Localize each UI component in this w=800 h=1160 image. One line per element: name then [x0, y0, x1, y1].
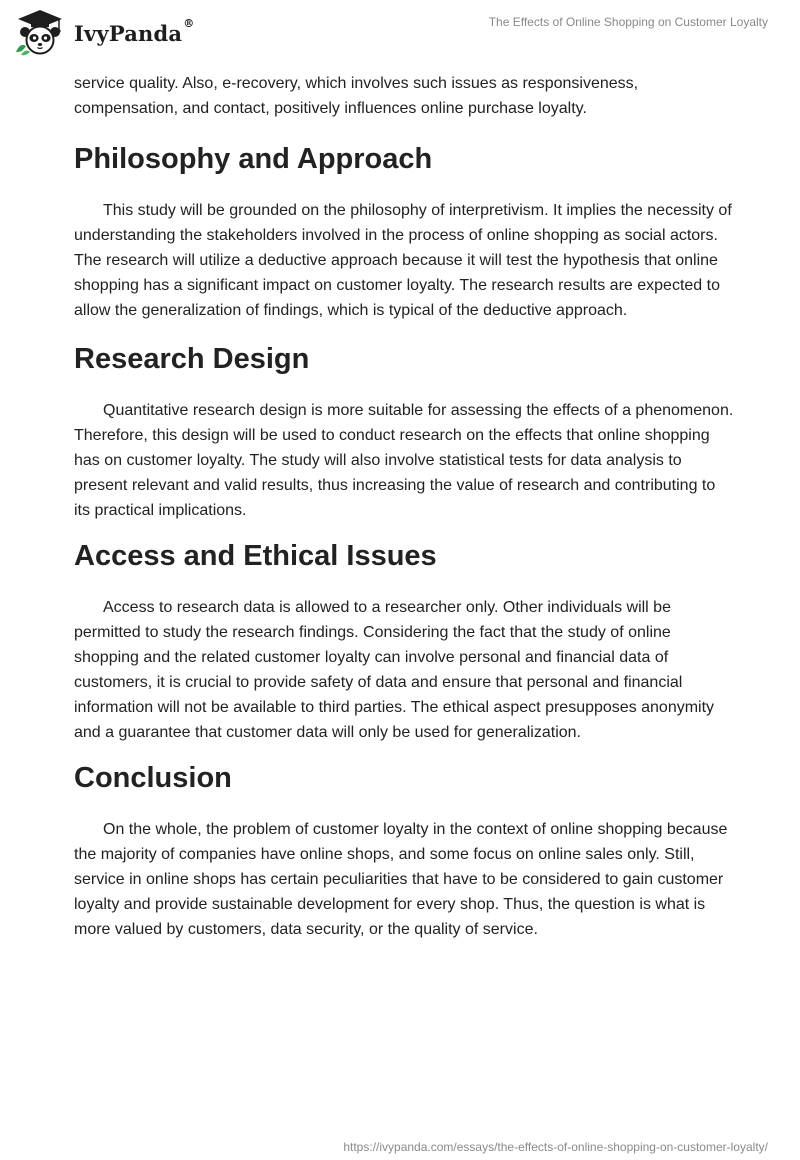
heading-research-design: Research Design [74, 343, 310, 375]
panda-graduate-logo-icon [14, 8, 66, 56]
paragraph-access-ethical-issues: Access to research data is allowed to a researcher only. Other individuals will be permitted to study the research findings. Considering the fact that the study of online shopping and the related customer loyalty can involve personal and financial data of customers, it is crucial to provide safety of data and ensure that personal and financial information will not be available to third parties. The ethical aspect presupposes anonymity and a guarantee that customer data will only be used for generalization. [74, 599, 715, 741]
page-header [0, 0, 800, 64]
heading-access-ethical-issues: Access and Ethical Issues [74, 540, 437, 572]
ivypanda-logo[interactable] [14, 8, 194, 56]
paragraph-philosophy-approach: This study will be grounded on the philosophy of interpretivism. It implies the necessity of understanding the stakeholders involved in the process of online shopping as social actors. The research will utilize a deductive approach because it will test the hypothesis that online shopping has a significant impact on customer loyalty. The research results are expected to allow the generalization of findings, which is typical of the deductive approach. [74, 202, 732, 319]
registered-mark: ® [183, 16, 195, 30]
paragraph-research-design: Quantitative research design is more suitable for assessing the effects of a phenomenon. Therefore, this design will be used to conduct research on the effects that online shopping has on customer loyalty. The study will also involve statistical tests for data analysis to present relevant and valid results, thus increasing the value of research and contributing to its practical implications. [74, 402, 734, 519]
brand-name: IvyPanda® [74, 16, 195, 46]
intro-paragraph-continuation: service quality. Also, e-recovery, which involves such issues as responsiveness, compensation, and contact, positively influences online purchase loyalty. [74, 75, 639, 117]
document-title: The Effects of Online Shopping on Customer Loyalty [488, 15, 768, 29]
paragraph-conclusion: On the whole, the problem of customer loyalty in the context of online shopping because the majority of companies have online shops, and some focus on online sales only. Still, service in online shops has certain peculiarities that have to be considered to gain customer loyalty and provide sustainable development for every shop. Thus, the question is what is more valued by customers, data security, or the quality of service. [74, 821, 728, 938]
source-url-link[interactable]: https://ivypanda.com/essays/the-effects-of-online-shopping-on-customer-loyalty/ [343, 1140, 768, 1154]
heading-philosophy-approach: Philosophy and Approach [74, 143, 433, 175]
heading-conclusion: Conclusion [74, 762, 232, 794]
essay-content [74, 71, 734, 942]
